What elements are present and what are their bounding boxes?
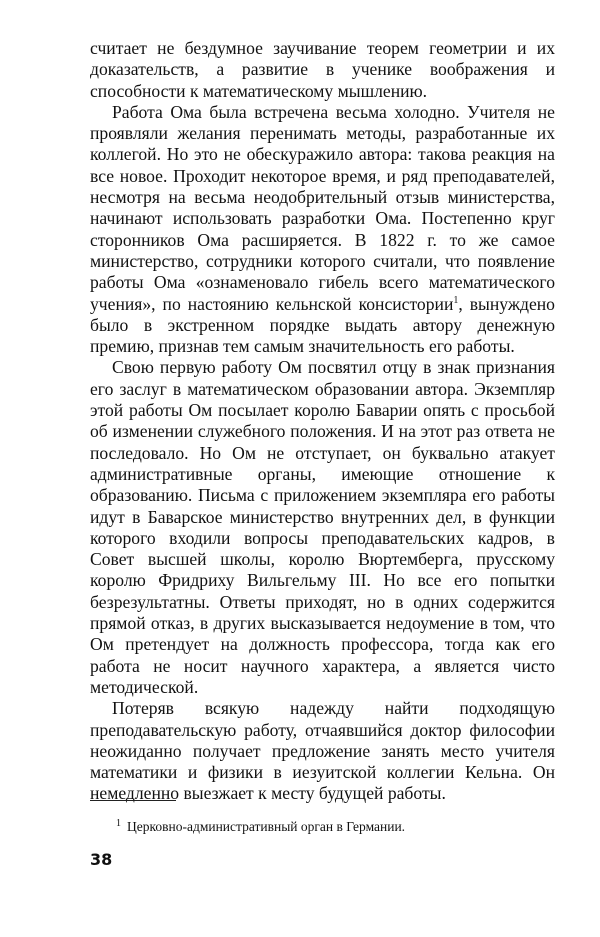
footnote — [116, 818, 405, 835]
footnote-number: 1 — [116, 817, 121, 829]
page-body — [90, 38, 555, 805]
paragraph-2-continuation: , вынуждено было в экстренном порядке выдать автору денежную премию, признав тем самым значительность его работы. — [90, 293, 555, 357]
paragraph-2 — [90, 102, 555, 358]
footnote-divider — [90, 800, 176, 801]
paragraph-1: считает не бездумное заучивание теорем геометрии и их доказательств, а развитие в ученике воображения и способности к математическому мышлению. — [90, 38, 555, 101]
footnote-reference: 1 — [453, 294, 459, 306]
paragraph-2-text: Работа Ома была встречена весьма холодно. Учителя не проявляли желания перенимать методы, разработанные их коллегой. Но это не обескуражило автора: такова реакция на все новое. Проходит некоторое время, и ряд преподавателей, несмотря на весьма неодобрительный отзыв министерства, начинают использовать разработки Ома. Постепенно круг сторонников Ома расширяется. В 1822 г. то же самое министерство, сотрудники которого считали, что появление работы Ома «ознаменовало гибель всего математического учения», по настоянию кельнской консистории — [90, 101, 555, 314]
footnote-text: Церковно-административный орган в Германии. — [127, 819, 406, 834]
paragraph-3: Свою первую работу Ом посвятил отцу в знак признания его заслуг в математическом образовании автора. Экземпляр этой работы Ом посылает королю Баварии опять с просьбой об изменении служебного положения. И на этот раз ответа не последовало. Но Ом не отступает, он буквально атакует административные органы, имеющие отношение к образованию. Письма с приложением экземпляра его работы идут в Баварское министерство внутренних дел, в функции которого входили вопросы преподавательских кадров, в Совет высшей школы, королю Вюртемберга, прусскому королю Фридриху Вильгельму III. Но все его попытки безрезультатны. Ответы приходят, но в одних содержится прямой отказ, в других высказывается недоумение в том, что Ом претендует на должность профессора, тогда как его работа не носит научного характера, а является чисто методической. — [90, 357, 555, 697]
page-number: 38 — [90, 850, 113, 869]
paragraph-4: Потеряв всякую надежду найти подходящую преподавательскую работу, отчаявшийся доктор философии неожиданно получает предложение занять место учителя математики и физики в иезуитской коллегии Кельна. Он немедленно выезжает к месту будущей работы. — [90, 698, 555, 804]
